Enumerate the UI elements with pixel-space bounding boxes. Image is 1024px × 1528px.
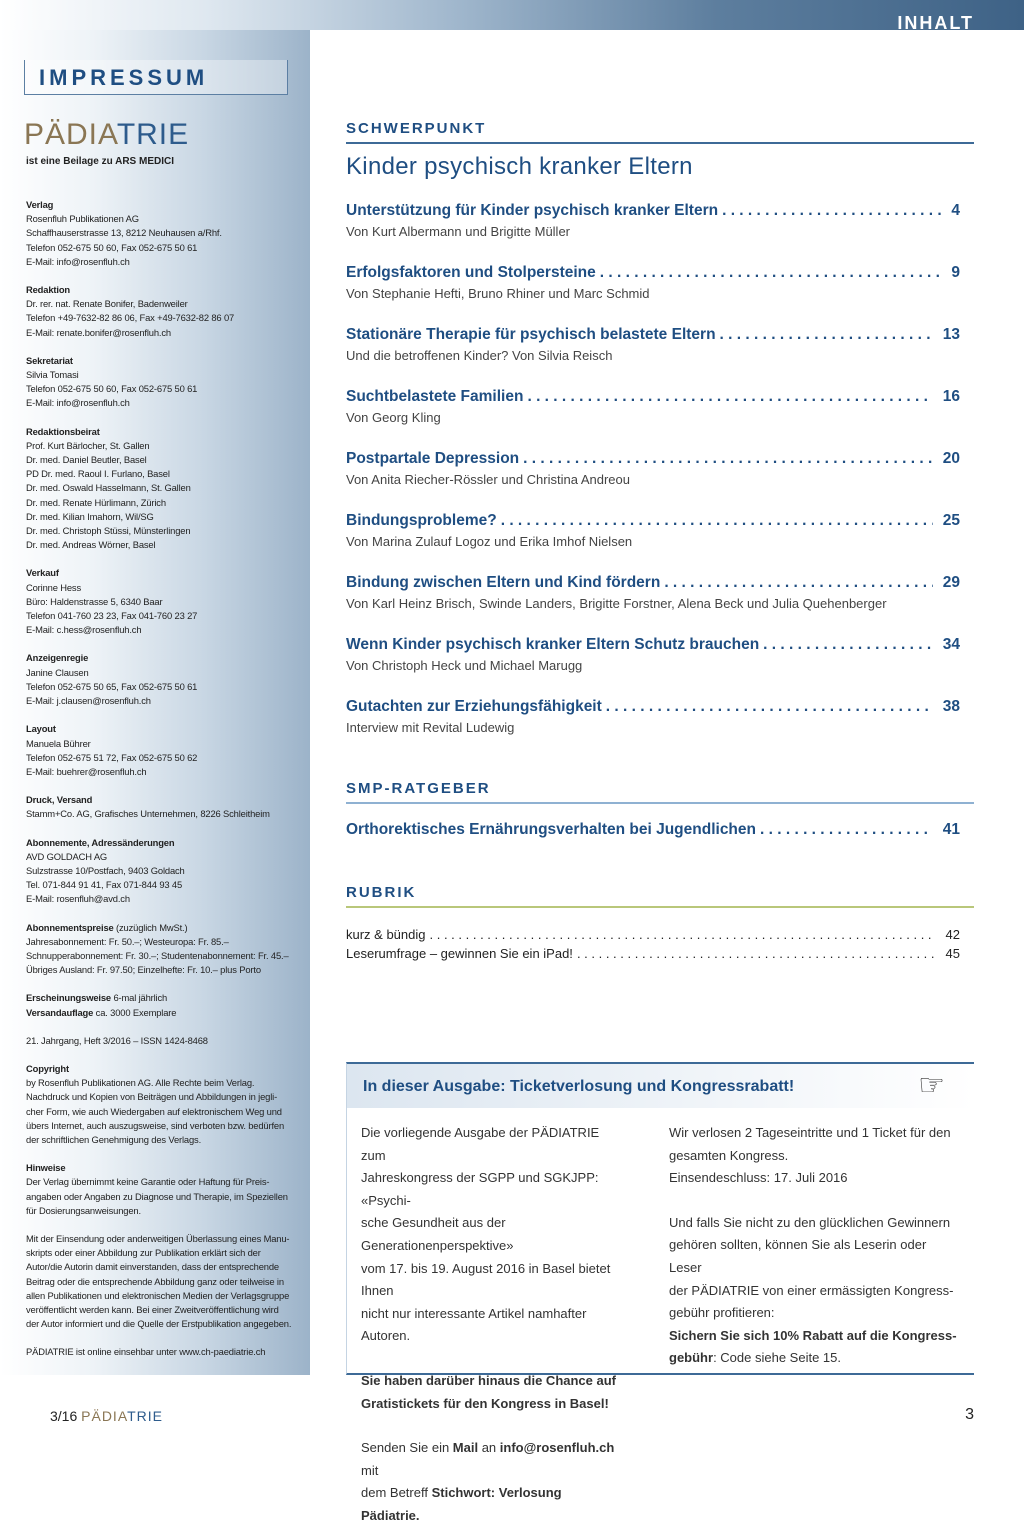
toc-entry-row — [346, 512, 960, 530]
impressum-line: Nachdruck und Kopien von Beiträgen und Abbildungen in jegli- — [26, 1091, 278, 1103]
impressum-line: der Autor informiert und die Quelle der Erstpublikation angegeben. — [26, 1318, 292, 1330]
impressum-block-heading: Druck, Versand — [26, 794, 93, 806]
impressum-line: Prof. Kurt Bärlocher, St. Gallen — [26, 439, 150, 451]
promo-right-paragraph-2 — [669, 1212, 959, 1325]
impressum-line: by Rosenfluh Publikationen AG. Alle Rechte beim Verlag. — [26, 1077, 255, 1089]
rubrik-entry-title: Leserumfrage – gewinnen Sie ein iPad! — [346, 946, 573, 961]
impressum-line: Dr. med. Christoph Stüssi, Münsterlingen — [26, 525, 191, 537]
impressum-line: Dr. med. Oswald Hasselmann, St. Gallen — [26, 482, 191, 494]
toc-entry[interactable] — [346, 512, 960, 549]
impressum-line: Telefon 052-675 50 60, Fax 052-675 50 61 — [26, 241, 198, 253]
toc-entry-title: Orthorektisches Ernährungsverhalten bei Jugendlichen — [346, 821, 756, 838]
promo-line: gesamten Kongress. — [669, 1147, 789, 1163]
impressum-line: Corinne Hess — [26, 581, 81, 593]
logo-subtitle: ist eine Beilage zu ARS MEDICI — [26, 156, 174, 167]
impressum-block — [26, 1345, 306, 1359]
toc-entry-row — [346, 264, 960, 282]
impressum-block — [26, 1161, 306, 1218]
toc-leader-dots — [577, 946, 936, 961]
toc-entry[interactable] — [346, 264, 960, 301]
toc-entry-page: 20 — [942, 450, 960, 467]
promo-left-paragraph-1 — [361, 1122, 621, 1348]
impressum-line: Beitrag oder die entsprechende Abbildung ganz oder teilweise in — [26, 1275, 284, 1287]
impressum-line: 21. Jahrgang, Heft 3/2016 – ISSN 1424-8468 — [26, 1034, 208, 1046]
toc-leader-dots — [600, 264, 942, 282]
impressum-line: E-Mail: rosenfluh@avd.ch — [26, 893, 130, 905]
impressum-block-heading: Redaktion — [26, 284, 70, 296]
section-heading-rubrik: RUBRIK — [346, 884, 974, 908]
impressum-block — [26, 1232, 306, 1331]
rubrik-entry-page: 42 — [945, 927, 960, 942]
impressum-line: Telefon 052-675 50 60, Fax 052-675 50 61 — [26, 383, 198, 395]
impressum-block-heading: Verlag — [26, 199, 54, 210]
promo-left-paragraph-3: Senden Sie ein Mail an info@rosenfluh.ch mit dem Betreff Stichwort: Verlosung Pädiatrie. — [361, 1440, 615, 1523]
toc-entry-authors: Von Anita Riecher-Rössler und Christina Andreou — [346, 472, 630, 487]
impressum-line: Schaffhauserstrasse 13, 8212 Neuhausen a/Rhf. — [26, 227, 222, 239]
toc-entry-title: Stationäre Therapie für psychisch belastete Eltern — [346, 326, 716, 343]
impressum-line: Telefon 052-675 51 72, Fax 052-675 50 62 — [26, 751, 198, 763]
toc-rubrik — [346, 927, 960, 965]
impressum-block — [26, 283, 306, 340]
impressum-block — [26, 1034, 306, 1048]
toc-entry-title: Bindungsprobleme? — [346, 512, 497, 529]
toc-entry-title: Suchtbelastete Familien — [346, 388, 524, 405]
toc-entry-page: 29 — [942, 574, 960, 591]
impressum-line: angaben oder Angaben zu Diagnose und Therapie, im Speziellen — [26, 1190, 288, 1202]
impressum-block-heading: Erscheinungsweise 6-mal jährlich — [26, 992, 168, 1004]
impressum-line: Silvia Tomasi — [26, 369, 79, 381]
section-label: INHALT — [897, 13, 974, 33]
promo-right-paragraph-3: Sichern Sie sich 10% Rabatt auf die Kongress- gebühr: Code siehe Seite 15. — [669, 1327, 957, 1366]
promo-left-column — [361, 1122, 621, 1528]
promo-title: In dieser Ausgabe: Ticketverlosung und Kongressrabatt! — [363, 1078, 795, 1095]
pointing-hand-icon: ☞ — [918, 1069, 945, 1102]
toc-entry-authors: Von Marina Zulauf Logoz und Erika Imhof Nielsen — [346, 534, 633, 549]
toc-entry-authors: Von Karl Heinz Brisch, Swinde Landers, Brigitte Forstner, Alena Beck und Julia Quehenberger — [346, 596, 887, 611]
impressum-line: PD Dr. med. Raoul I. Furlano, Basel — [26, 468, 170, 480]
toc-entry-page: 9 — [951, 264, 960, 281]
promo-line: sche Gesundheit aus der Generationenperspektive» — [361, 1215, 514, 1253]
impressum-blocks — [26, 198, 306, 1374]
toc-entry-title: Bindung zwischen Eltern und Kind fördern — [346, 574, 661, 591]
toc-entry-page: 34 — [942, 636, 960, 653]
toc-leader-dots — [720, 326, 933, 344]
toc-leader-dots — [430, 927, 936, 942]
toc-entry[interactable] — [346, 202, 960, 239]
toc-entry[interactable] — [346, 450, 960, 487]
toc-entry[interactable] — [346, 326, 960, 363]
impressum-block-heading: Anzeigenregie — [26, 652, 89, 664]
impressum-line: allen Publikationen und elektronischen Medien der Verlagsgruppe — [26, 1289, 290, 1301]
promo-box — [346, 1062, 974, 1523]
toc-leader-dots — [523, 450, 933, 468]
toc-entry-authors: Von Kurt Albermann und Brigitte Müller — [346, 224, 571, 239]
toc-entry-page: 38 — [942, 698, 960, 715]
impressum-line: E-Mail: info@rosenfluh.ch — [26, 397, 130, 409]
toc-leader-dots — [664, 574, 932, 592]
toc-entry-page: 16 — [942, 388, 960, 405]
toc-entry-row — [346, 698, 960, 716]
impressum-block — [26, 198, 306, 269]
promo-line: Jahreskongress der SGPP und SGKJPP: «Psychi- — [361, 1170, 599, 1208]
promo-line: gehören sollten, können Sie als Leserin oder Leser — [669, 1237, 927, 1275]
issue-topic-title: Kinder psychisch kranker Eltern — [346, 153, 693, 180]
impressum-line: Telefon 052-675 50 65, Fax 052-675 50 61 — [26, 680, 198, 692]
promo-line: Sie haben darüber hinaus die Chance auf — [361, 1372, 617, 1388]
rubrik-entry[interactable] — [346, 927, 960, 942]
impressum-line: für Dosierungsanweisungen. — [26, 1204, 141, 1216]
impressum-block-heading: Abonnementspreise (zuzüglich MwSt.) — [26, 921, 188, 933]
toc-entry-row — [346, 636, 960, 654]
impressum-line: Dr. med. Daniel Beutler, Basel — [26, 454, 147, 466]
impressum-title-box — [24, 60, 288, 95]
toc-entry[interactable] — [346, 821, 960, 839]
impressum-line: Manuela Bührer — [26, 737, 91, 749]
impressum-line: E-Mail: renate.bonifer@rosenfluh.ch — [26, 326, 171, 338]
impressum-block-heading: Layout — [26, 723, 56, 735]
promo-line: Und falls Sie nicht zu den glücklichen Gewinnern — [669, 1214, 951, 1230]
impressum-block — [26, 991, 306, 1019]
impressum-title: IMPRESSUM — [39, 65, 209, 90]
impressum-line: Dr. med. Andreas Wörner, Basel — [26, 539, 156, 551]
toc-leader-dots — [527, 388, 932, 406]
promo-right-column — [669, 1122, 959, 1370]
impressum-line: Übriges Ausland: Fr. 97.50; Einzelhefte: Fr. 10.– plus Porto — [26, 964, 261, 976]
promo-header — [347, 1064, 975, 1108]
impressum-block — [26, 566, 306, 637]
toc-entry-authors: Von Stephanie Hefti, Bruno Rhiner und Marc Schmid — [346, 286, 650, 301]
footer-logo: PÄDIATRIE — [81, 1408, 164, 1424]
impressum-line: Jahresabonnement: Fr. 50.–; Westeuropa: Fr. 85.– — [26, 935, 229, 947]
page-number: 3 — [965, 1406, 974, 1423]
impressum-line: cher Form, wie auch Wiedergaben auf elektronischem Weg und — [26, 1105, 282, 1117]
impressum-line: Dr. med. Kilian Imahorn, Wil/SG — [26, 510, 154, 522]
impressum-line: Büro: Haldenstrasse 5, 6340 Baar — [26, 595, 163, 607]
promo-line: Gratistickets für den Kongress in Basel! — [361, 1395, 609, 1411]
toc-entry-title: Wenn Kinder psychisch kranker Eltern Schutz brauchen — [346, 636, 760, 653]
impressum-block-heading: Abonnemente, Adressänderungen — [26, 836, 175, 848]
toc-entry-row — [346, 450, 960, 468]
toc-leader-dots — [501, 512, 933, 530]
toc-entry-page: 41 — [942, 821, 960, 838]
promo-line: Die vorliegende Ausgabe der PÄDIATRIE zum — [361, 1125, 600, 1163]
impressum-block-heading: Verkauf — [26, 567, 59, 579]
impressum-line: Schnupperabonnement: Fr. 30.–; Studentenabonnement: Fr. 45.– — [26, 949, 289, 961]
toc-entry-title: Gutachten zur Erziehungsfähigkeit — [346, 698, 602, 715]
impressum-line: AVD GOLDACH AG — [26, 850, 108, 862]
toc-entry-page: 25 — [942, 512, 960, 529]
toc-entry-authors: Und die betroffenen Kinder? Von Silvia Reisch — [346, 348, 613, 363]
impressum-line: E-Mail: buehrer@rosenfluh.ch — [26, 765, 147, 777]
impressum-block — [26, 425, 306, 553]
impressum-line: E-Mail: j.clausen@rosenfluh.ch — [26, 695, 151, 707]
toc-entry-row — [346, 202, 960, 220]
impressum-line: skripts oder einer Abbildung zur Publikation erklärt sich der — [26, 1247, 261, 1259]
impressum-line: der schriftlichen Genehmigung des Verlags. — [26, 1133, 202, 1145]
impressum-line: PÄDIATRIE ist online einsehbar unter www.ch-paediatrie.ch — [26, 1346, 266, 1358]
toc-entry-authors: Von Christoph Heck und Michael Marugg — [346, 658, 583, 673]
toc-entry[interactable] — [346, 388, 960, 425]
toc-entry-row — [346, 326, 960, 344]
toc-entry[interactable] — [346, 636, 960, 673]
promo-line: vom 17. bis 19. August 2016 in Basel bietet Ihnen — [361, 1260, 611, 1299]
promo-left-paragraph-2 — [361, 1370, 621, 1415]
toc-entry-title: Unterstützung für Kinder psychisch kranker Eltern — [346, 202, 719, 219]
promo-line: der PÄDIATRIE von einer ermässigten Kongress- — [669, 1282, 954, 1298]
toc-leader-dots — [722, 202, 941, 220]
toc-leader-dots — [606, 698, 933, 716]
impressum-block-heading: Redaktionsbeirat — [26, 425, 100, 437]
rubrik-entry-page: 45 — [945, 946, 960, 961]
impressum-sidebar — [0, 30, 310, 1375]
rubrik-entry[interactable] — [346, 946, 960, 961]
toc-entry[interactable] — [346, 574, 960, 611]
impressum-block-heading: Hinweise — [26, 1162, 66, 1174]
impressum-line: Dr. rer. nat. Renate Bonifer, Badenweiler — [26, 298, 188, 310]
promo-line: nicht nur interessante Artikel namhafter Autoren. — [361, 1305, 587, 1344]
paediatrie-logo: PÄDIATRIE — [24, 118, 190, 151]
promo-line: Einsendeschluss: 17. Juli 2016 — [669, 1170, 848, 1186]
toc-entry-row — [346, 821, 960, 839]
promo-email[interactable]: info@rosenfluh.ch — [499, 1440, 615, 1456]
impressum-block — [26, 722, 306, 779]
toc-entry-page: 13 — [942, 326, 960, 343]
impressum-line: E-Mail: info@rosenfluh.ch — [26, 255, 130, 267]
impressum-line: Telefon 041-760 23 23, Fax 041-760 23 27 — [26, 610, 198, 622]
impressum-block — [26, 836, 306, 907]
impressum-line: Telefon +49-7632-82 86 06, Fax +49-7632-82 86 07 — [26, 312, 235, 324]
impressum-block — [26, 1062, 306, 1147]
top-bar — [0, 0, 1024, 33]
impressum-block-heading: Versandauflage ca. 3000 Exemplare — [26, 1006, 177, 1018]
impressum-line: übers Internet, auch auszugsweise, sind verboten bzw. bedürfen — [26, 1119, 285, 1131]
toc-entry-title: Erfolgsfaktoren und Stolpersteine — [346, 264, 596, 281]
toc-leader-dots — [763, 636, 933, 654]
toc-entry-title: Postpartale Depression — [346, 450, 520, 467]
promo-right-paragraph-1 — [669, 1122, 959, 1190]
impressum-block — [26, 793, 306, 821]
toc-entry[interactable] — [346, 698, 960, 735]
impressum-line: Stamm+Co. AG, Grafisches Unternehmen, 8226 Schleitheim — [26, 808, 270, 820]
impressum-block — [26, 921, 306, 978]
impressum-line: Dr. med. Renate Hürlimann, Zürich — [26, 496, 166, 508]
impressum-block — [26, 354, 306, 411]
toc-leader-dots — [760, 821, 933, 839]
toc-entry-row — [346, 574, 960, 592]
toc-entry-authors: Interview mit Revital Ludewig — [346, 720, 515, 735]
impressum-block-heading: Copyright — [26, 1062, 69, 1074]
impressum-block-heading: Sekretariat — [26, 354, 73, 366]
impressum-line: Sulzstrasse 10/Postfach, 9403 Goldach — [26, 864, 185, 876]
toc-entry-authors: Von Georg Kling — [346, 410, 441, 425]
impressum-line: veröffentlicht werden kann. Bei einer Zweitveröffentlichung wird — [26, 1304, 279, 1315]
impressum-line: Der Verlag übernimmt keine Garantie oder Haftung für Preis- — [26, 1176, 270, 1188]
impressum-line: Tel. 071-844 91 41, Fax 071-844 93 45 — [26, 879, 183, 891]
section-heading-schwerpunkt: SCHWERPUNKT — [346, 120, 974, 144]
promo-line: gebühr profitieren: — [669, 1305, 775, 1321]
impressum-line: Mit der Einsendung oder anderweitigen Überlassung eines Manu- — [26, 1232, 290, 1244]
section-heading-smp-ratgeber: SMP-RATGEBER — [346, 780, 974, 804]
toc-entry-row — [346, 388, 960, 406]
impressum-line: Autor/die Autorin damit einverstanden, dass der entsprechende — [26, 1261, 279, 1273]
impressum-block — [26, 651, 306, 708]
impressum-line: Rosenfluh Publikationen AG — [26, 213, 139, 225]
impressum-line: Janine Clausen — [26, 666, 89, 678]
rubrik-entry-title: kurz & bündig — [346, 927, 426, 942]
footer-issue: 3/16 PÄDIATRIE — [50, 1408, 164, 1424]
impressum-line: E-Mail: c.hess@rosenfluh.ch — [26, 624, 142, 636]
toc-entry-page: 4 — [951, 202, 960, 219]
promo-line: Wir verlosen 2 Tageseintritte und 1 Ticket für den — [669, 1125, 951, 1140]
